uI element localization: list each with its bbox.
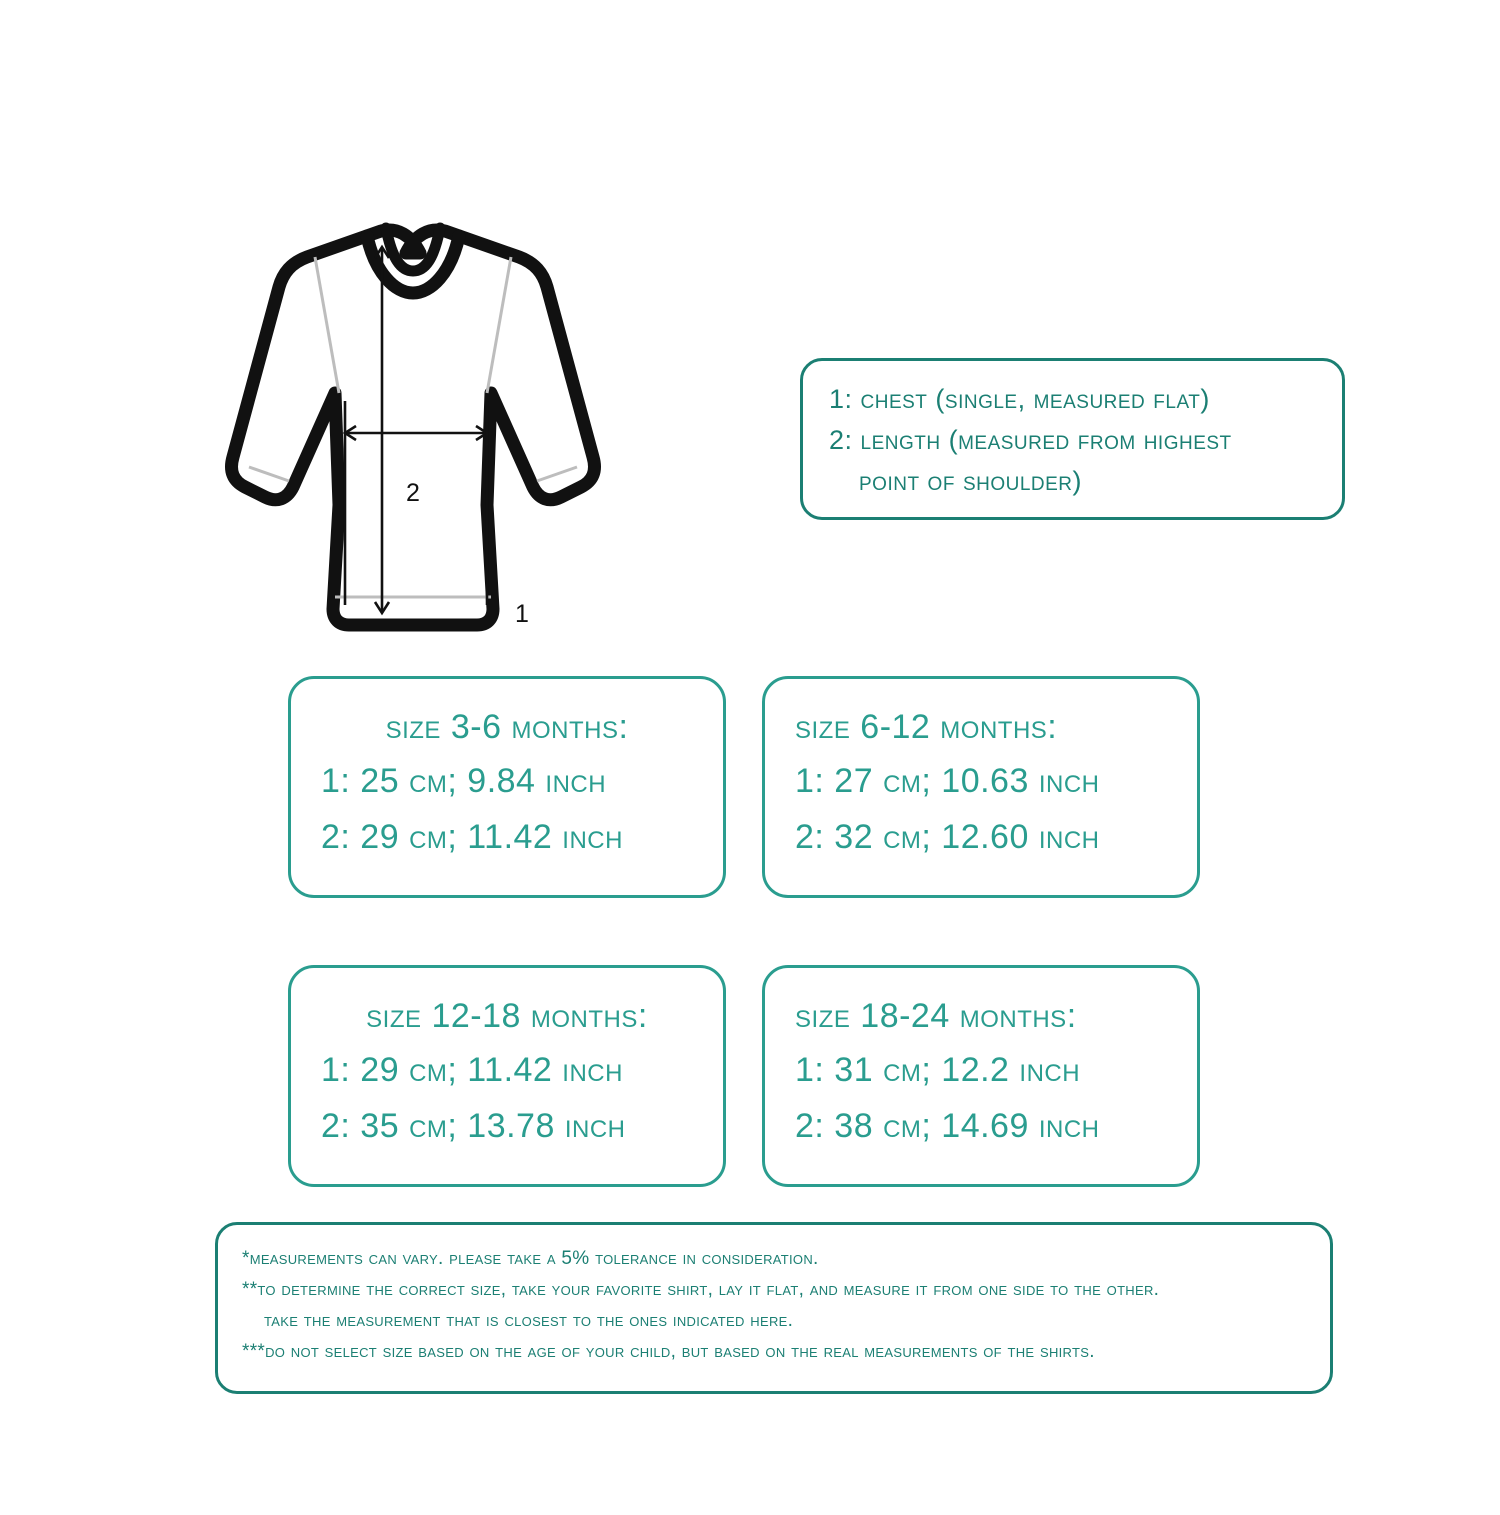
size-card-18-24-months xyxy=(762,965,1200,1187)
size-card-3-6-months xyxy=(288,676,726,898)
size-card-length: 2: 38 cm; 14.69 inch xyxy=(795,1107,1100,1145)
length-dimension-label: 2 xyxy=(406,479,420,507)
size-card-length: 2: 35 cm; 13.78 inch xyxy=(321,1107,626,1145)
footnote-tolerance: *measurements can vary. please take a 5% tolerance in consideration. xyxy=(242,1248,819,1269)
shirt-outline-svg xyxy=(215,205,745,655)
size-card-length: 2: 32 cm; 12.60 inch xyxy=(795,818,1100,856)
size-card-title: size 12-18 months: xyxy=(366,997,648,1035)
size-card-6-12-months xyxy=(762,676,1200,898)
footnote-how-to-measure: **to determine the correct size, take your favorite shirt, lay it flat, and measure it from one side to the other. xyxy=(242,1279,1160,1300)
size-card-chest: 1: 27 cm; 10.63 inch xyxy=(795,762,1100,800)
size-card-chest: 1: 29 cm; 11.42 inch xyxy=(321,1051,623,1089)
size-card-title: size 18-24 months: xyxy=(795,997,1077,1035)
size-card-length: 2: 29 cm; 11.42 inch xyxy=(321,818,623,856)
size-card-title: size 3-6 months: xyxy=(385,708,629,746)
legend-line-chest: 1: chest (single, measured flat) xyxy=(829,384,1210,414)
size-card-chest: 1: 31 cm; 12.2 inch xyxy=(795,1051,1081,1089)
size-card-chest: 1: 25 cm; 9.84 inch xyxy=(321,762,607,800)
size-card-12-18-months xyxy=(288,965,726,1187)
footnotes-box xyxy=(215,1222,1333,1394)
shirt-diagram xyxy=(215,205,745,655)
footnote-how-to-measure-cont: take the measurement that is closest to the ones indicated here. xyxy=(264,1310,794,1331)
chest-dimension-label: 1 xyxy=(515,600,529,628)
footnote-do-not-use-age: ***do not select size based on the age of your child, but based on the real measurements of the shirts. xyxy=(242,1341,1095,1362)
size-card-title: size 6-12 months: xyxy=(795,708,1058,746)
legend-line-length: 2: length (measured from highest xyxy=(829,425,1232,455)
legend-line-length-cont: point of shoulder) xyxy=(859,466,1083,496)
legend-box xyxy=(800,358,1345,520)
